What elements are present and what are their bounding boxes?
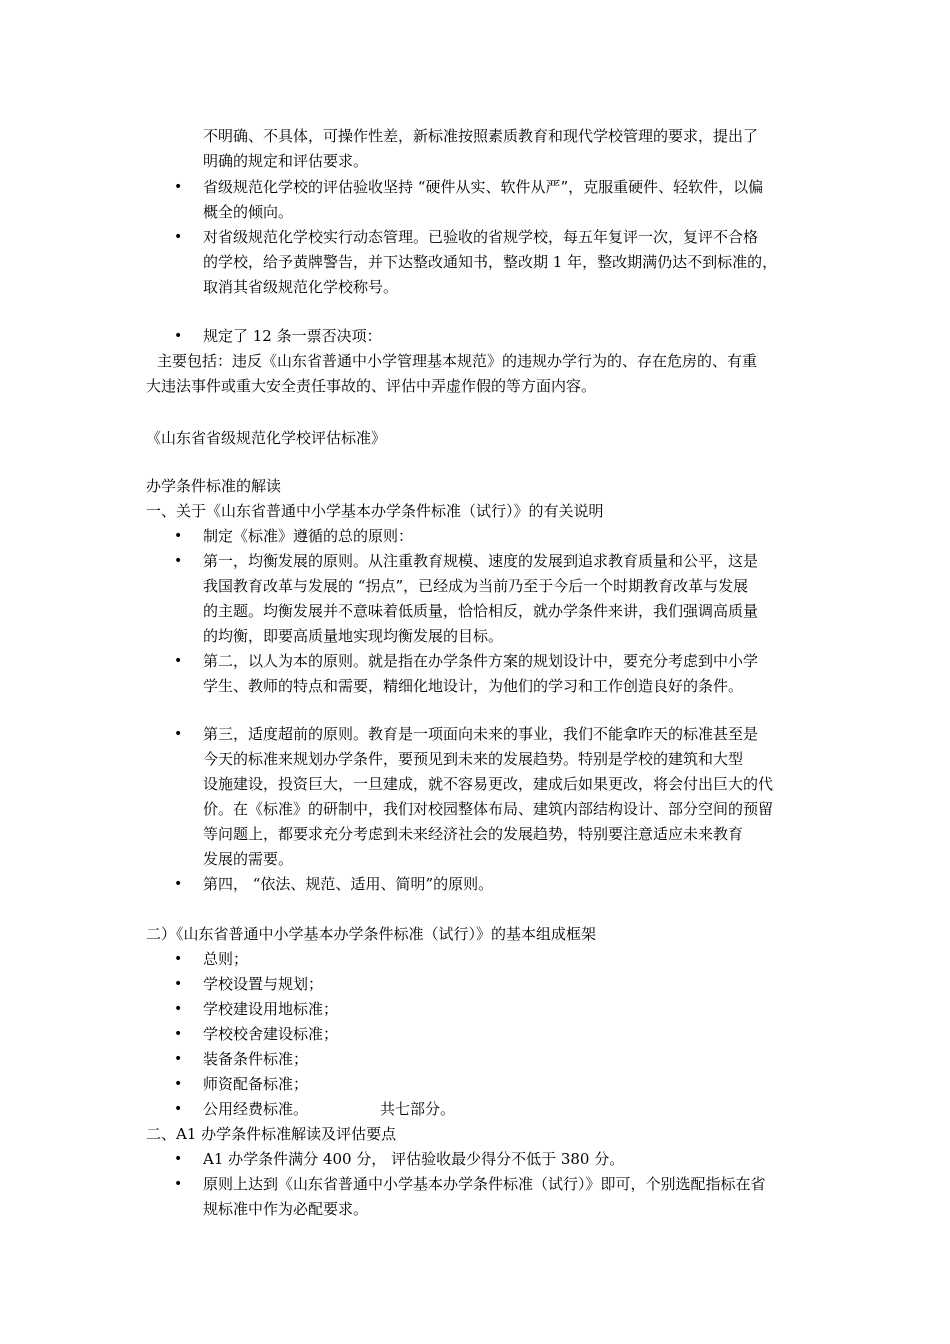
bullet-item: 等问题上，都要求充分考虑到未来经济社会的发展趋势，特别要注意适应未来教育 [203,825,744,843]
bullet-item: 的主题。均衡发展并不意味着低质量，恰恰相反，就办学条件来讲，我们强调高质量 [203,602,759,620]
bullet-marker: • [174,726,183,742]
bullet-item: 我国教育改革与发展的 “拐点”，已经成为当前乃至于今后一个时期教育改革与发展 [203,577,749,595]
paragraph-line: 不明确、不具体，可操作性差，新标准按照素质教育和现代学校管理的要求，提出了 [203,127,759,145]
bullet-item: 第二，以人为本的原则。就是指在办学条件方案的规划设计中，要充分考虑到中小学 [203,652,759,670]
bullet-marker: • [174,179,183,195]
bullet-item: 规标准中作为必配要求。 [203,1200,369,1218]
bullet-item: 概全的倾向。 [203,203,294,221]
bullet-marker: • [174,553,183,569]
bullet-item: 设施建设，投资巨大，一旦建成，就不容易更改，建成后如果更改，将会付出巨大的代 [203,775,774,793]
bullet-item: 装备条件标准； [203,1050,309,1068]
bullet-item: A1 办学条件满分 400 分， 评估验收最少得分不低于 380 分。 [203,1150,625,1168]
section-heading: 二、A1 办学条件标准解读及评估要点 [146,1125,397,1143]
bullet-item: 的均衡，即要高质量地实现均衡发展的目标。 [203,627,504,645]
bullet-item: 学校设置与规划； [203,975,324,993]
document-title: 《山东省省级规范化学校评估标准》 [146,429,387,447]
section-heading: 二）《山东省普通中小学基本办学条件标准（试行）》的基本组成框架 [146,925,597,943]
bullet-marker: • [174,951,183,967]
bullet-marker: • [174,229,183,245]
paragraph-line: 大违法事件或重大安全责任事故的、评估中弄虚作假的等方面内容。 [146,377,597,395]
bullet-item: 第三，适度超前的原则。教育是一项面向未来的事业，我们不能拿昨天的标准甚至是 [203,725,759,743]
bullet-item: 公用经费标准。 [203,1100,309,1118]
bullet-marker: • [174,1076,183,1092]
bullet-item: 对省级规范化学校实行动态管理。已验收的省规学校，每五年复评一次，复评不合格 [203,228,759,246]
bullet-item: 学校校舍建设标准； [203,1025,339,1043]
bullet-marker: • [174,1001,183,1017]
bullet-marker: • [174,328,183,344]
section-heading: 一、关于《山东省普通中小学基本办学条件标准（试行）》的有关说明 [146,502,604,520]
bullet-item: 制定《标准》遵循的总的原则： [203,527,414,545]
bullet-marker: • [174,1101,183,1117]
bullet-item: 发展的需要。 [203,850,294,868]
bullet-item: 学生、教师的特点和需要，精细化地设计，为他们的学习和工作创造良好的条件。 [203,677,744,695]
section-note: 共七部分。 [380,1100,456,1118]
bullet-item: 省级规范化学校的评估验收坚持 “硬件从实、软件从严”，克服重硬件、轻软件，以偏 [203,178,764,196]
bullet-item: 的学校，给予黄牌警告，并下达整改通知书，整改期 1 年，整改期满仍达不到标准的， [203,253,778,271]
bullet-item: 今天的标准来规划办学条件，要预见到未来的发展趋势。特别是学校的建筑和大型 [203,750,744,768]
bullet-item: 第四， “依法、规范、适用、简明”的原则。 [203,875,494,893]
bullet-item: 学校建设用地标准； [203,1000,339,1018]
bullet-item: 价。在《标准》的研制中，我们对校园整体布局、建筑内部结构设计、部分空间的预留 [203,800,774,818]
bullet-marker: • [174,1151,183,1167]
bullet-marker: • [174,1026,183,1042]
bullet-item: 规定了 12 条一票否决项： [203,327,382,345]
bullet-marker: • [174,653,183,669]
bullet-marker: • [174,876,183,892]
bullet-marker: • [174,1051,183,1067]
bullet-marker: • [174,976,183,992]
bullet-marker: • [174,1176,183,1192]
bullet-item: 总则； [203,950,249,968]
section-heading: 办学条件标准的解读 [146,477,282,495]
bullet-item: 第一，均衡发展的原则。从注重教育规模、速度的发展到追求教育质量和公平，这是 [203,552,759,570]
bullet-item: 取消其省级规范化学校称号。 [203,278,399,296]
paragraph-line: 明确的规定和评估要求。 [203,152,369,170]
bullet-item: 师资配备标准； [203,1075,309,1093]
bullet-marker: • [174,528,183,544]
paragraph-line: 主要包括：违反《山东省普通中小学管理基本规范》的违规办学行为的、存在危房的、有重 [157,352,758,370]
bullet-item: 原则上达到《山东省普通中小学基本办学条件标准（试行）》即可，个别选配指标在省 [203,1175,766,1193]
